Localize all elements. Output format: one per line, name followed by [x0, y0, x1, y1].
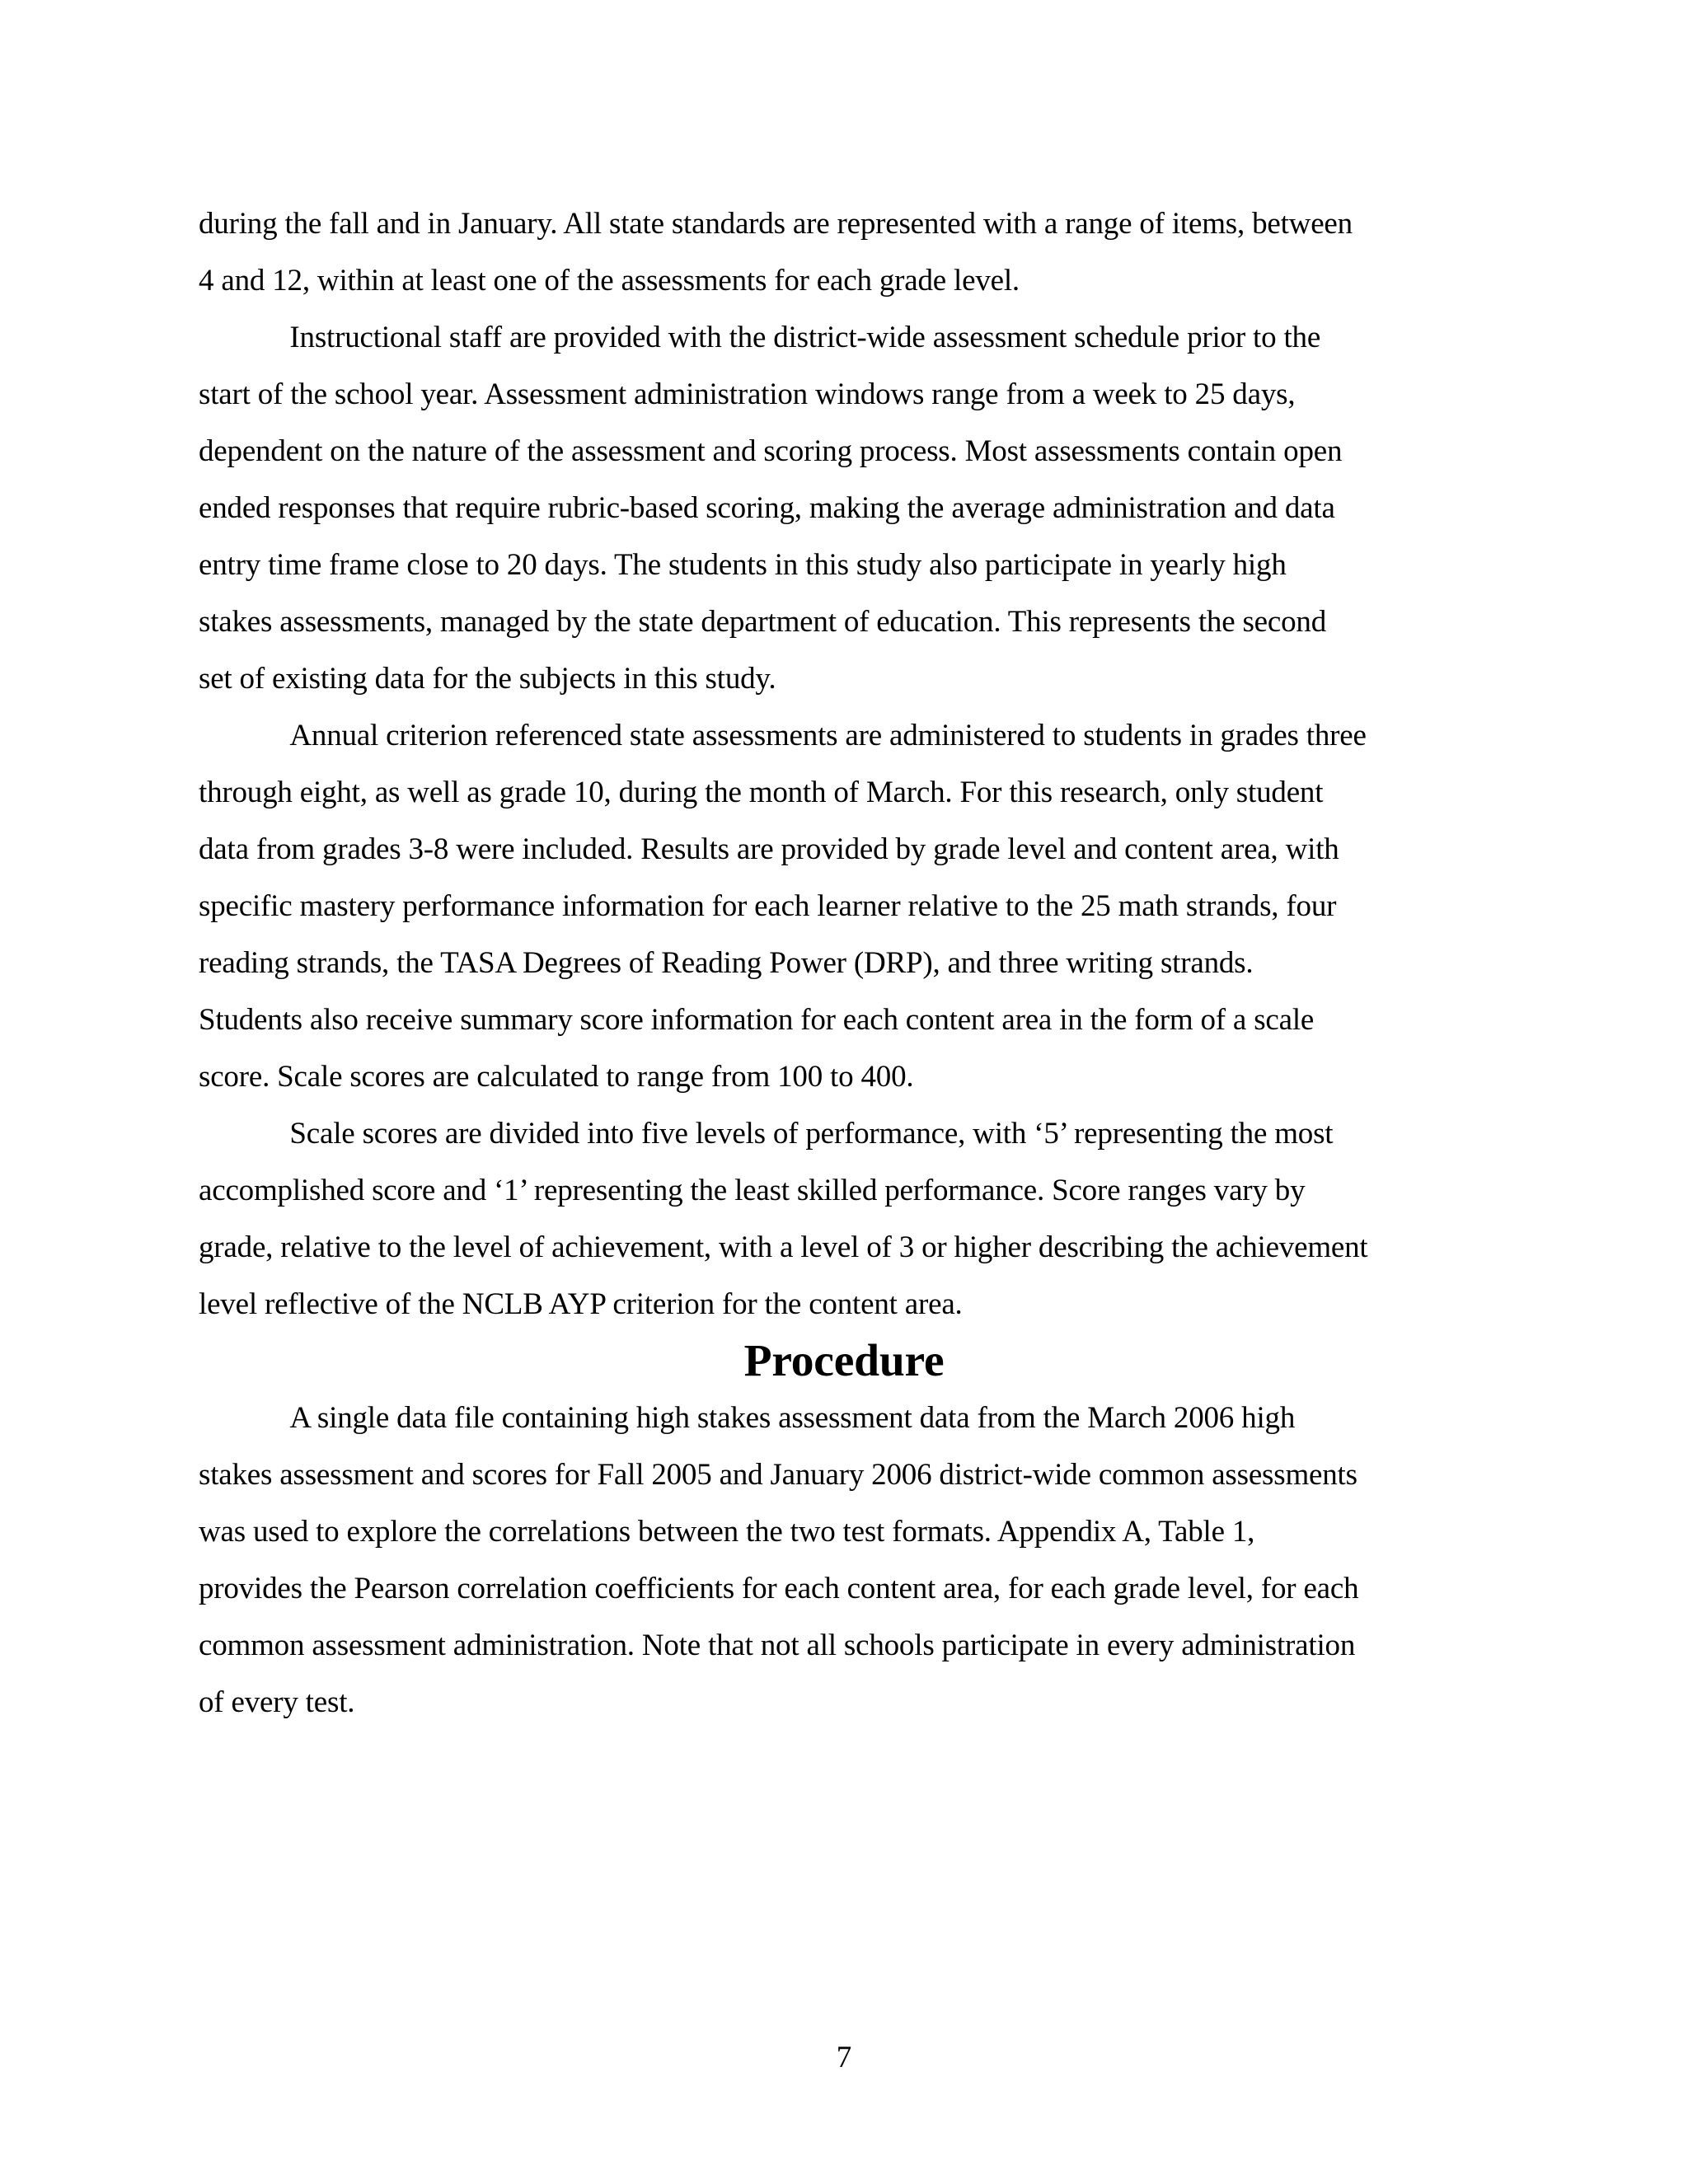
paragraph-state-assessments: Annual criterion referenced state assessments are administered to students in grades three through eight, as well as grade 10, during the month of March. For this research, only student data from grades 3-8 were included. Results are provided by grade level and content area, with specific mastery performance information for each learner relative to the 25 math strands, four reading strands, the TASA Degrees of Reading Power (DRP), and three writing strands. Students also receive summary score information for each content area in the form of a scale score. Scale scores are calculated to range from 100 to 400. — [199, 719, 1367, 1094]
paragraph-scale-scores: Scale scores are divided into five levels of performance, with ‘5’ representing the most accomplished score and ‘1’ representing the least skilled performance. Score ranges vary by grade, relative to the level of achievement, with a level of 3 or higher describing the achievement level reflective of the NCLB AYP criterion for the content area. — [199, 1117, 1368, 1321]
paragraph-assessment-schedule: Instructional staff are provided with the district-wide assessment schedule prior to the start of the school year. Assessment administration windows range from a week to 25 days, dependent on the nature of the assessment and scoring process. Most assessments contain open ended responses that require rubric-based scoring, making the average administration and data entry time frame close to 20 days. The students in this study also participate in yearly high stakes assessments, managed by the state department of education. This represents the second set of existing data for the subjects in this study. — [199, 321, 1343, 696]
page-number: 7 — [836, 2041, 852, 2074]
body-text — [199, 195, 1489, 1731]
paragraph-procedure: A single data file containing high stakes assessment data from the March 2006 high stakes assessment and scores for Fall 2005 and January 2006 district-wide common assessments was used to explore the correlations between the two test formats. Appendix A, Table 1, provides the Pearson correlation coefficients for each content area, for each grade level, for each common assessment administration. Note that not all schools participate in every administration of every test. — [199, 1401, 1359, 1719]
paragraph-continuation: during the fall and in January. All state standards are represented with a range of items, between 4 and 12, within at least one of the assessments for each grade level. — [199, 207, 1353, 298]
section-heading-procedure: Procedure — [743, 1336, 945, 1386]
